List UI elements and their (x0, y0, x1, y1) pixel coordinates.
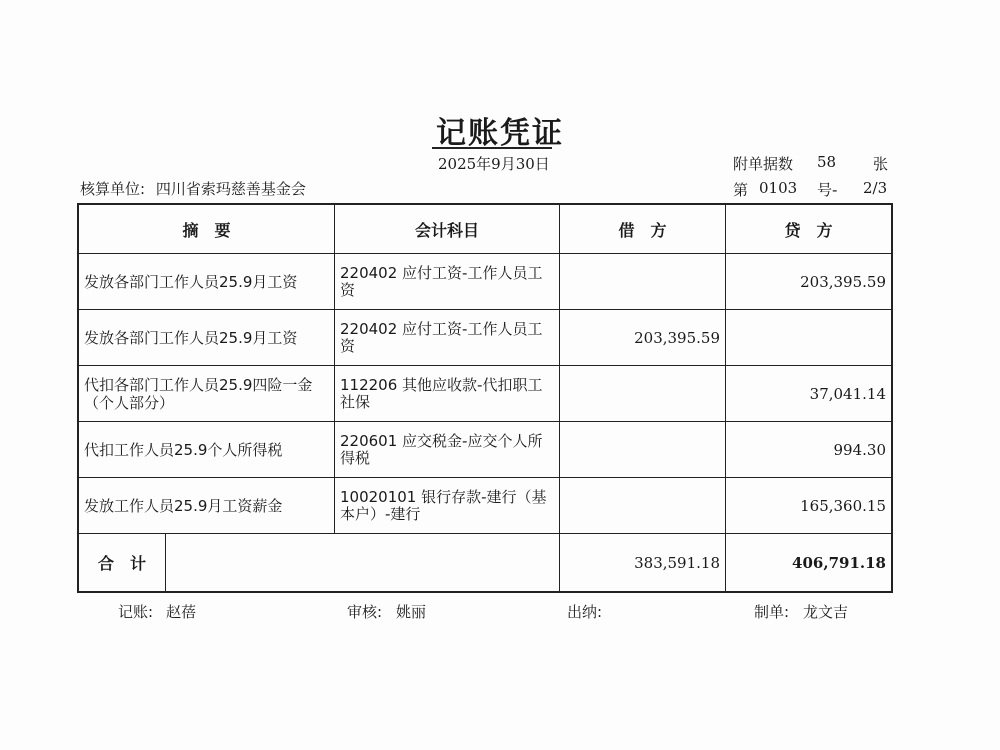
cashier-label: 出纳: (567, 603, 603, 621)
voucher-table (77, 203, 893, 593)
table-row (78, 366, 892, 422)
accounting-unit-value: 四川省索玛慈善基金会 (155, 180, 306, 198)
row-debit (560, 422, 726, 478)
table-row (78, 478, 892, 534)
attachments-label: 附单据数 (733, 155, 794, 173)
title-underline (432, 147, 552, 149)
row-summary: 代扣工作人员25.9个人所得税 (78, 422, 335, 478)
row-summary: 发放工作人员25.9月工资薪金 (78, 478, 335, 534)
table-row (78, 310, 892, 366)
row-summary: 发放各部门工作人员25.9月工资 (78, 310, 335, 366)
accounting-unit (80, 178, 306, 199)
row-credit: 203,395.59 (726, 254, 893, 310)
bookkeeper-label: 记账: (118, 603, 154, 621)
voucher-page-index: 2/3 (863, 179, 888, 197)
total-row (78, 534, 892, 593)
total-label: 合 计 (78, 534, 166, 593)
total-debit: 383,591.18 (560, 534, 726, 593)
header-credit: 贷 方 (726, 204, 893, 254)
reviewer-label: 审核: (347, 603, 383, 621)
row-credit: 165,360.15 (726, 478, 893, 534)
reviewer-name: 姚丽 (396, 603, 427, 621)
bookkeeper-name: 赵蓓 (166, 603, 197, 621)
row-account: 220601 应交税金-应交个人所得税 (335, 422, 560, 478)
voucher-date: 2025年9月30日 (438, 155, 550, 173)
accounting-unit-label: 核算单位: (80, 180, 146, 198)
preparer-name: 龙文吉 (803, 603, 849, 621)
row-summary: 发放各部门工作人员25.9月工资 (78, 254, 335, 310)
total-blank-cell (166, 534, 560, 593)
total-credit: 406,791.18 (726, 534, 893, 593)
row-credit (726, 310, 893, 366)
header-account: 会计科目 (335, 204, 560, 254)
table-header-row (78, 204, 892, 254)
row-account: 10020101 银行存款-建行（基本户）-建行 (335, 478, 560, 534)
row-credit: 994.30 (726, 422, 893, 478)
preparer-label: 制单: (754, 603, 790, 621)
header-summary: 摘 要 (78, 204, 335, 254)
attachments-unit: 张 (873, 155, 889, 173)
row-debit (560, 254, 726, 310)
attachments-count: 58 (817, 153, 837, 171)
header-debit: 借 方 (560, 204, 726, 254)
row-summary: 代扣各部门工作人员25.9四险一金（个人部分） (78, 366, 335, 422)
voucher-number-suffix: 号- (817, 181, 838, 199)
row-credit: 37,041.14 (726, 366, 893, 422)
row-account: 112206 其他应收款-代扣职工社保 (335, 366, 560, 422)
row-account: 220402 应付工资-工作人员工资 (335, 310, 560, 366)
row-debit (560, 366, 726, 422)
row-debit (560, 478, 726, 534)
table-row (78, 422, 892, 478)
voucher-title: 记账凭证 (436, 116, 564, 151)
voucher-number-value: 0103 (759, 179, 798, 197)
attachments-info (733, 153, 889, 174)
row-debit: 203,395.59 (560, 310, 726, 366)
row-account: 220402 应付工资-工作人员工资 (335, 254, 560, 310)
table-row (78, 254, 892, 310)
voucher-number-prefix: 第 (733, 181, 749, 199)
